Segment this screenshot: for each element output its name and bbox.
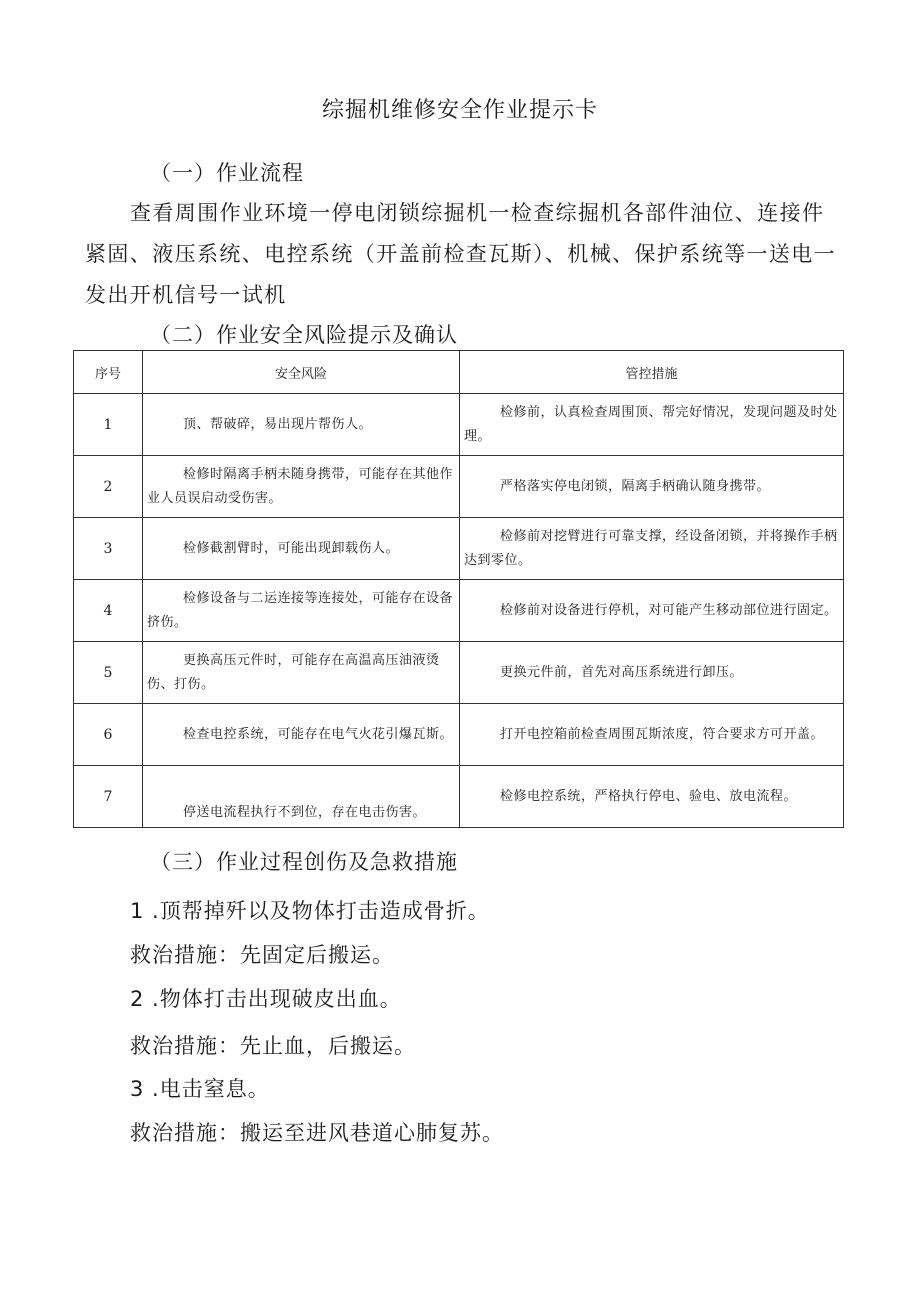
injury-item: 1 .顶帮掉歼以及物体打击造成骨折。	[130, 899, 490, 923]
control-cell: 检修电控系统，严格执行停电、验电、放电流程。	[460, 766, 844, 828]
section-heading-workflow: （一）作业流程	[150, 161, 304, 185]
remedy-item: 救治措施：先固定后搬运。	[130, 943, 394, 967]
table-row	[74, 394, 844, 456]
row-number: 6	[74, 704, 143, 766]
header-risk: 安全风险	[143, 351, 460, 394]
control-cell: 检修前对挖臂进行可靠支撑，经设备闭锁，并将操作手柄达到零位。	[460, 518, 844, 580]
section-heading-first-aid: （三）作业过程创伤及急救措施	[150, 850, 458, 874]
row-number: 4	[74, 580, 143, 642]
risk-cell: 检修截割臂时，可能出现卸载伤人。	[143, 518, 460, 580]
risk-cell: 检查电控系统，可能存在电气火花引爆瓦斯。	[143, 704, 460, 766]
table-row	[74, 766, 844, 828]
row-number: 2	[74, 456, 143, 518]
control-cell: 检修前对设备进行停机，对可能产生移动部位进行固定。	[460, 580, 844, 642]
page-title: 综掘机维修安全作业提示卡	[321, 98, 598, 123]
risk-table	[73, 350, 844, 828]
risk-cell: 顶、帮破碎，易出现片帮伤人。	[143, 394, 460, 456]
table-row	[74, 456, 844, 518]
table-row	[74, 580, 844, 642]
risk-cell: 检修时隔离手柄未随身携带，可能存在其他作业人员误启动受伤害。	[143, 456, 460, 518]
injury-item: 2 .物体打击出现破皮出血。	[130, 987, 402, 1011]
row-number: 5	[74, 642, 143, 704]
row-number: 7	[74, 766, 143, 828]
row-number: 3	[74, 518, 143, 580]
header-no: 序号	[74, 351, 143, 394]
risk-cell: 更换高压元件时，可能存在高温高压油液烫伤、打伤。	[143, 642, 460, 704]
risk-cell: 检修设备与二运连接等连接处，可能存在设备挤伤。	[143, 580, 460, 642]
control-cell: 更换元件前，首先对高压系统进行卸压。	[460, 642, 844, 704]
section-heading-risk: （二）作业安全风险提示及确认	[150, 323, 458, 347]
control-cell: 打开电控箱前检查周围瓦斯浓度，符合要求方可开盖。	[460, 704, 844, 766]
injury-item: 3 .电击窒息。	[130, 1077, 270, 1101]
table-row	[74, 518, 844, 580]
remedy-item: 救治措施：搬运至进风巷道心肺复苏。	[130, 1121, 504, 1145]
table-header-row	[74, 351, 844, 394]
control-cell: 严格落实停电闭锁，隔离手柄确认随身携带。	[460, 456, 844, 518]
control-cell: 检修前，认真检查周围顶、帮完好情况，发现问题及时处理。	[460, 394, 844, 456]
table-row	[74, 642, 844, 704]
row-number: 1	[74, 394, 143, 456]
table-row	[74, 704, 844, 766]
remedy-item: 救治措施：先止血，后搬运。	[130, 1034, 416, 1058]
risk-cell: 停送电流程执行不到位，存在电击伤害。	[143, 766, 460, 828]
workflow-text: 查看周围作业环境一停电闭锁综掘机一检查综掘机各部件油位、连接件紧固、液压系统、电控系统（开盖前检查瓦斯）、机械、保护系统等一送电一发出开机信号一试机	[85, 201, 837, 307]
header-control: 管控措施	[460, 351, 844, 394]
